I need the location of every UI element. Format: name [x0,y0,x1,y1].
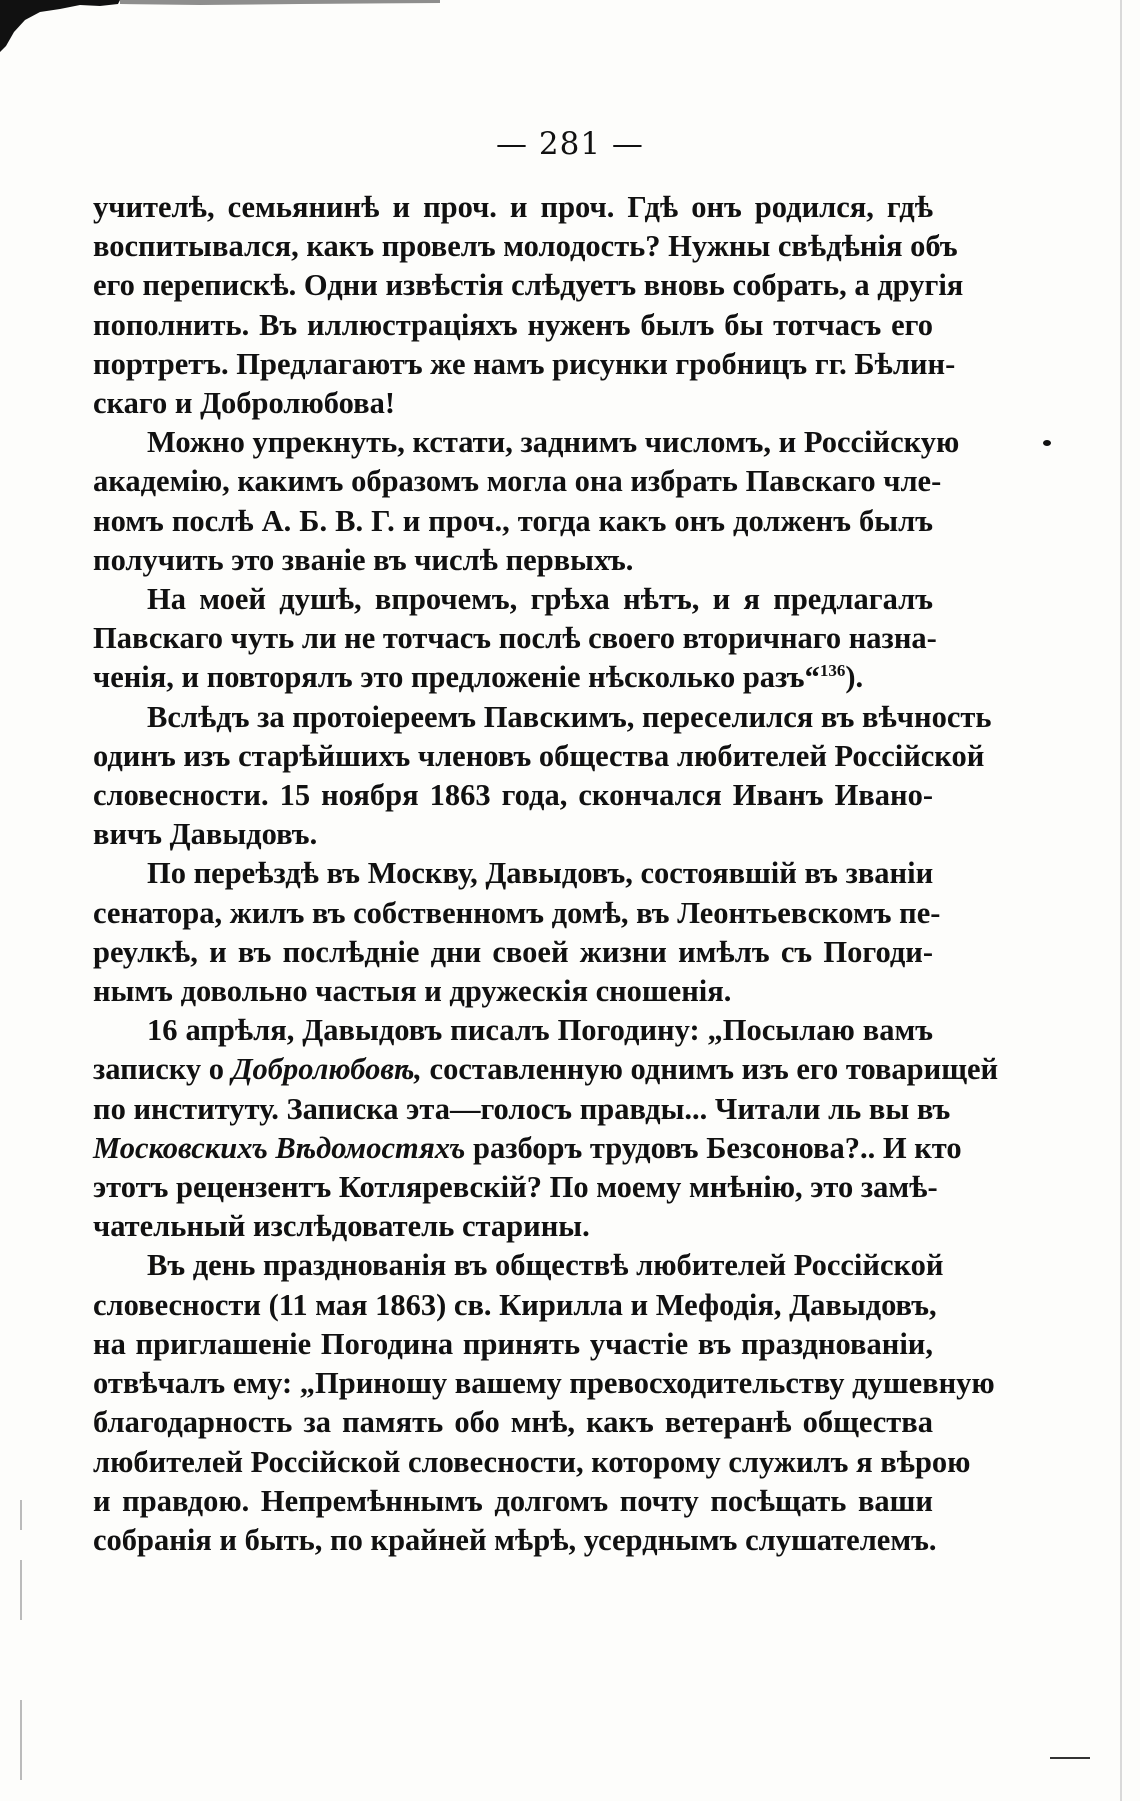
text-segment: записку о [93,1052,232,1087]
text-line: словесности. 15 ноября 1863 года, скончался Иванъ Ивано- [93,778,933,813]
text-line: благодарность за память обо мнѣ, какъ ветеранѣ общества [93,1405,933,1440]
ink-speck [1043,440,1051,446]
text-line: словесности (11 мая 1863) св. Кирилла и Мефодія, Давыдовъ, [93,1287,937,1322]
text-line-end: ). [845,660,864,695]
text-line: На моей душѣ, впрочемъ, грѣха нѣтъ, и я предлагалъ [147,582,933,617]
text-line: любителей Россійской словесности, которому служилъ я вѣрою [93,1444,971,1479]
text-line: получить это званіе въ числѣ первыхъ. [93,542,634,577]
text-line: академію, какимъ образомъ могла она избрать Павскаго чле- [93,464,942,499]
text-line: его перепискѣ. Одни извѣстія слѣдуетъ вновь собрать, а другія [93,268,964,303]
paragraph [93,1011,999,1246]
margin-mark [20,1560,22,1620]
text-line: Вслѣдъ за протоіереемъ Павскимъ, переселился въ вѣчность [147,699,992,734]
paragraph [93,580,937,698]
paragraph [93,698,992,855]
text-line: вичъ Давыдовъ. [93,817,318,852]
paragraph [93,1246,995,1560]
text-line: сенатора, жилъ въ собственномъ домѣ, въ Леонтьевскомъ пе- [93,895,941,930]
text-line: Въ день празднованія въ обществѣ любителей Россійской [147,1248,944,1283]
text-line: и правдою. Непремѣннымъ долгомъ почту посѣщать ваши [93,1483,933,1518]
italic-title: Московскихъ Вѣдомостяхъ [93,1130,466,1165]
text-line: отвѣчалъ ему: „Приношу вашему превосходительству душевную [93,1366,995,1401]
text-line: реулкѣ, и въ послѣдніе дни своей жизни имѣлъ съ Погоди- [93,934,933,969]
text-line-content: ченія, и повторялъ это предложеніе нѣсколько разъ“ [93,660,820,695]
text-line: портретъ. Предлагаютъ же намъ рисунки гробницъ гг. Бѣлин- [93,346,956,381]
text-line: 16 апрѣля, Давыдовъ писалъ Погодину: „Посылаю вамъ [147,1013,933,1048]
text-line: учителѣ, семьянинѣ и проч. и проч. Гдѣ онъ родился, гдѣ [93,190,933,224]
margin-mark [20,1500,22,1530]
italic-title: Добролюбовѣ, [231,1052,422,1087]
paragraph [93,188,964,423]
text-line: Павскаго чуть ли не тотчасъ послѣ своего вторичнаго назна- [93,621,937,656]
text-line: на приглашеніе Погодина принять участіе въ празднованіи, [93,1326,933,1361]
text-line: Можно упрекнуть, кстати, заднимъ числомъ, и Россійскую [147,425,960,460]
text-segment: разборъ трудовъ Безсонова?.. И кто [465,1130,962,1165]
text-line: собранія и быть, по крайней мѣрѣ, усерднымъ слушателемъ. [93,1522,937,1557]
text-line [93,1129,962,1168]
text-line: по институту. Записка эта—голосъ правды... Читали ль вы въ [93,1091,951,1126]
text-line: воспитывался, какъ провелъ молодость? Нужны свѣдѣнія объ [93,229,958,264]
text-body [93,188,999,1560]
text-line: пополнить. Въ иллюстраціяхъ нуженъ былъ бы тотчасъ его [93,307,933,342]
page-number: — 281 — [496,126,644,162]
text-line: номъ послѣ А. Б. В. Г. и проч., тогда какъ онъ долженъ былъ [93,503,933,538]
text-line [93,1050,999,1089]
text-line: чательный изслѣдователь старины. [93,1209,590,1244]
scan-edge-artifact [0,0,440,60]
text-line: скаго и Добролюбова! [93,386,395,421]
edge-mark [1050,1757,1090,1759]
text-line [93,658,933,697]
page-edge-line [1120,0,1122,1801]
text-line: По переѣздѣ въ Москву, Давыдовъ, состоявшій въ званіи [147,856,934,891]
footnote-marker: 136 [819,661,846,681]
margin-mark [20,1700,22,1780]
text-line: этотъ рецензентъ Котляревскій? По моему мнѣнію, это замѣ- [93,1170,938,1205]
paragraph [93,854,941,1011]
text-line: нымъ довольно частыя и дружескія сношенія. [93,974,732,1009]
text-segment: составленную однимъ изъ его товарищей [421,1052,999,1087]
text-line: одинъ изъ старѣйшихъ членовъ общества любителей Россійской [93,738,985,773]
paragraph [93,423,960,580]
